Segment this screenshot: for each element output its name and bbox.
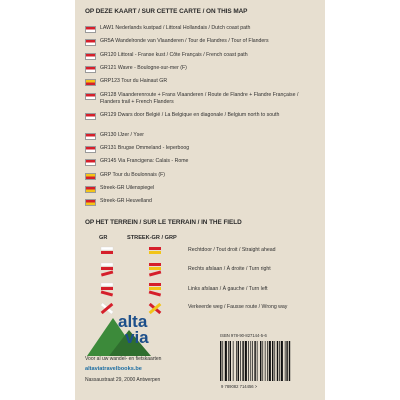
column-header-gr: GR [99, 235, 108, 241]
flag-icon [85, 159, 96, 166]
flag-icon [85, 53, 96, 60]
map-back-cover-panel: OP DEZE KAART / SUR CETTE CARTE / ON THIS MAP LAW1 Nederlands kustpad / Littoral Hollandais / Dutch coast path GR5A Wandelronde van Vlaanderen / Tour de Flandres / Tour of Flanders GR120 Littoral - Franse kust / Côte Français / French coast path GR121 Wavre - Boulogne-sur-mer (F) GRP123 Tour du Hainaut GR GR128 Vlaanderenroute + Frans Vlaanderen / Route de Flandre + Flandre Française / Flanders trail + French Flanders GR129 Dwars door België / La Belgique en diagonale / Belgium north to south GR130 IJzer / Yser GR131 Brugse Ommeland - Ieperboog GR145 Via Francigena: Calais - Rome GRP Tour du Boulonnais (F) Streek-GR Uilenspiegel Streek-GR Heuvelland OP HET TERREIN / SUR LE TERRAIN / IN THE FIELD GR STREEK-GR / GRP Rechtdoor / Tout droit / Straight ahead Rechts afslaan / À droite / Turn right Links afslaan / À gauche / Turn left Verkeerde weg / Fausse route / Wrong way alta via Voor al uw wandel- en fietskaarten altaviatravelbooks.be Nassaustraat 29, 2000 Antwerpen ISBN 978-90-827144-5-6 9 789082 714456 > [75, 0, 325, 400]
flag-icon [85, 79, 96, 86]
streek-straight-marker-icon [145, 245, 165, 259]
website-link[interactable]: altaviatravelbooks.be [85, 366, 142, 372]
flag-icon [85, 39, 96, 46]
flag-icon [85, 26, 96, 33]
isbn-label: ISBN 978-90-827144-5-6 [220, 333, 267, 338]
sign-label-straight: Rechtdoor / Tout droit / Straight ahead [188, 247, 276, 253]
gr-straight-marker-icon [97, 245, 117, 259]
sign-label-left: Links afslaan / À gauche / Turn left [188, 286, 268, 292]
promo-tagline: Voor al uw wandel- en fietskaarten [85, 356, 162, 362]
flag-icon [85, 173, 96, 180]
sign-row-right [75, 261, 325, 281]
flag-icon [85, 66, 96, 73]
barcode-icon [218, 341, 320, 383]
flag-icon [85, 113, 96, 120]
flag-icon [85, 146, 96, 153]
sign-label-wrong: Verkeerde weg / Fausse route / Wrong way [188, 304, 288, 310]
sign-label-right: Rechts afslaan / À droite / Turn right [188, 266, 271, 272]
barcode-digits: 9 789082 714456 > [221, 384, 258, 389]
streek-turn-right-marker-icon [145, 261, 165, 279]
logo-word-alta: alta [118, 312, 148, 331]
terrain-section-title: OP HET TERREIN / SUR LE TERRAIN / IN THE FIELD [85, 219, 242, 226]
flag-icon [85, 199, 96, 206]
column-header-streek-grp: STREEK-GR / GRP [127, 235, 177, 241]
gr-turn-left-marker-icon [97, 281, 117, 299]
flag-icon [85, 186, 96, 193]
publisher-address: Nassaustraat 29, 2000 Antwerpen [85, 377, 161, 383]
map-section-title: OP DEZE KAART / SUR CETTE CARTE / ON THIS MAP [85, 8, 248, 15]
streek-turn-left-marker-icon [145, 281, 165, 299]
flag-icon [85, 93, 96, 100]
logo-word-via: via [125, 328, 149, 347]
flag-icon [85, 133, 96, 140]
sign-row-left [75, 281, 325, 301]
gr-turn-right-marker-icon [97, 261, 117, 279]
